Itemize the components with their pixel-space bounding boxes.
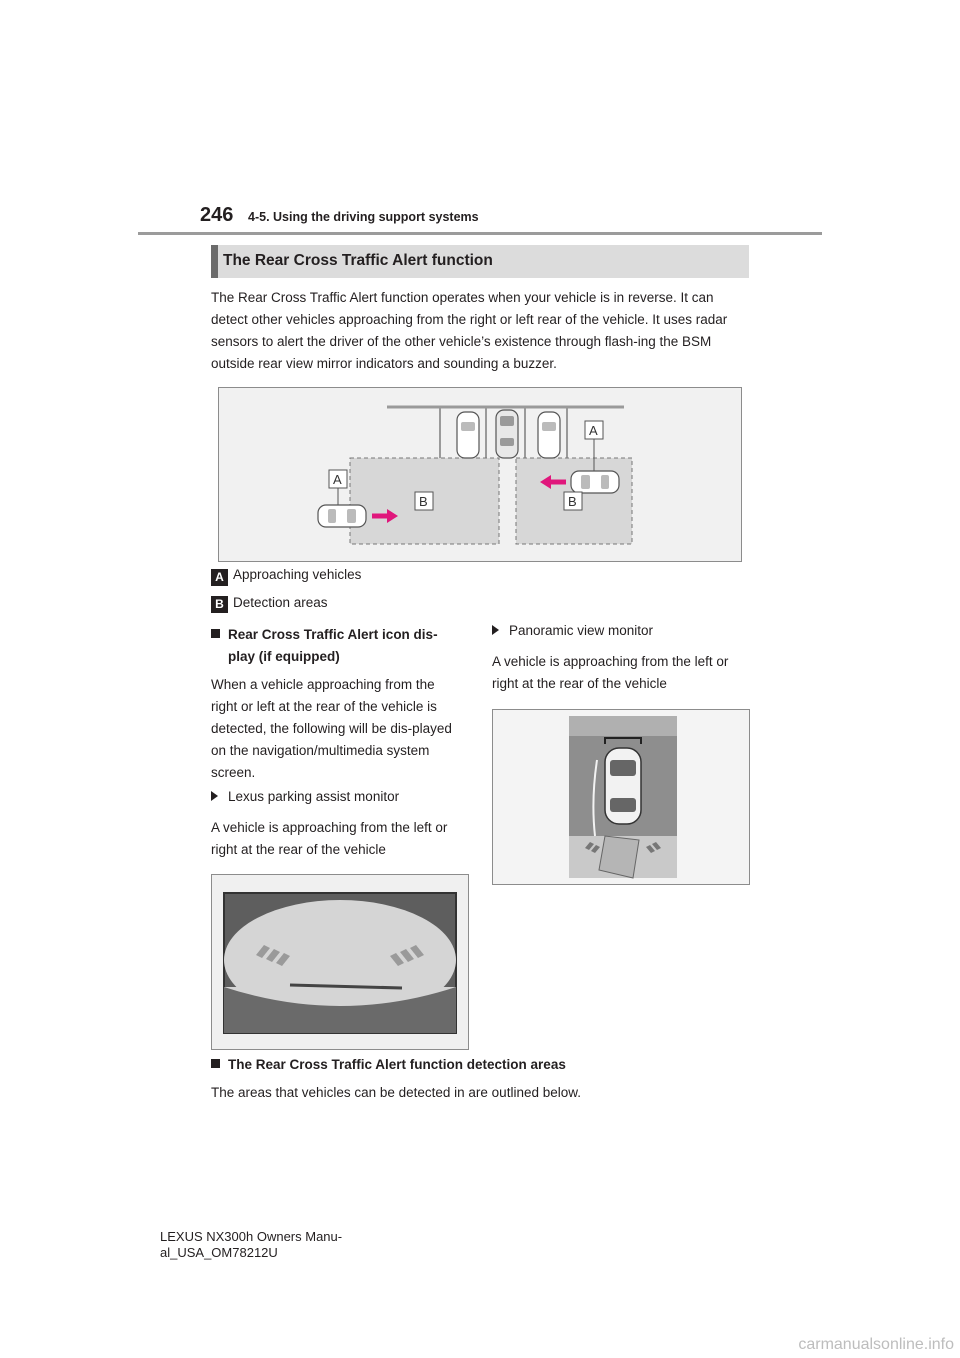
approaching-car-left xyxy=(318,505,366,527)
lexus-parking-assist-figure xyxy=(211,874,469,1050)
approaching-car-right xyxy=(571,471,619,493)
lexus-parking-assist-label: Lexus parking assist monitor xyxy=(211,789,399,804)
lexus-parking-assist-body: A vehicle is approaching from the left or right at the rear of the vehicle xyxy=(211,820,448,857)
legend-text-b: Detection areas xyxy=(233,595,328,610)
panoramic-view-label: Panoramic view monitor xyxy=(492,623,653,638)
legend-badge-b: B xyxy=(211,596,228,613)
watermark: carmanualsonline.info xyxy=(798,1336,954,1353)
square-bullet-icon xyxy=(211,1059,220,1068)
detection-areas-body: The areas that vehicles can be detected in are outlined below. xyxy=(211,1085,581,1100)
footer-manual-id: LEXUS NX300h Owners Manu- al_USA_OM78212U xyxy=(160,1229,343,1260)
callout-a-right: A xyxy=(589,423,598,438)
callout-b-left: B xyxy=(419,494,428,509)
page-number: 246 xyxy=(200,204,234,226)
triangle-bullet-icon xyxy=(211,791,218,801)
vehicle-top-view xyxy=(605,748,641,824)
legend-text-a: Approaching vehicles xyxy=(233,567,362,582)
parked-car-1 xyxy=(457,412,479,458)
chapter-title: 4-5. Using the driving support systems xyxy=(248,210,479,224)
panoramic-view-figure xyxy=(492,709,750,885)
section-heading-title: The Rear Cross Traffic Alert function xyxy=(223,252,493,269)
section-heading-bar xyxy=(211,245,218,278)
header-rule xyxy=(138,232,822,235)
own-vehicle xyxy=(496,410,518,458)
panoramic-view-body: A vehicle is approaching from the left or right at the rear of the vehicle xyxy=(492,654,729,691)
icon-display-body: When a vehicle approaching from the right or left at the rear of the vehicle is detected, the following will be dis-played on the navigation/multimedia system screen. xyxy=(211,677,452,780)
square-bullet-icon xyxy=(211,629,220,638)
section-heading xyxy=(211,245,749,278)
icon-display-heading: Rear Cross Traffic Alert icon dis- play (if equipped) xyxy=(211,624,461,668)
intro-paragraph: The Rear Cross Traffic Alert function operates when your vehicle is in reverse. It can detect other vehicles approaching from the right or left rear of the vehicle. It uses radar sensors to alert the driver of the other vehicle’s existence through flash-ing the BSM outside rear view mirror indicators and sounding a buzzer. xyxy=(211,290,728,371)
parked-car-2 xyxy=(538,412,560,458)
detection-areas-heading: The Rear Cross Traffic Alert function detection areas xyxy=(211,1054,566,1076)
triangle-bullet-icon xyxy=(492,625,499,635)
callout-a-left: A xyxy=(333,472,342,487)
legend-badge-a: A xyxy=(211,569,228,586)
callout-b-right: B xyxy=(568,494,577,509)
detection-diagram xyxy=(218,387,742,562)
